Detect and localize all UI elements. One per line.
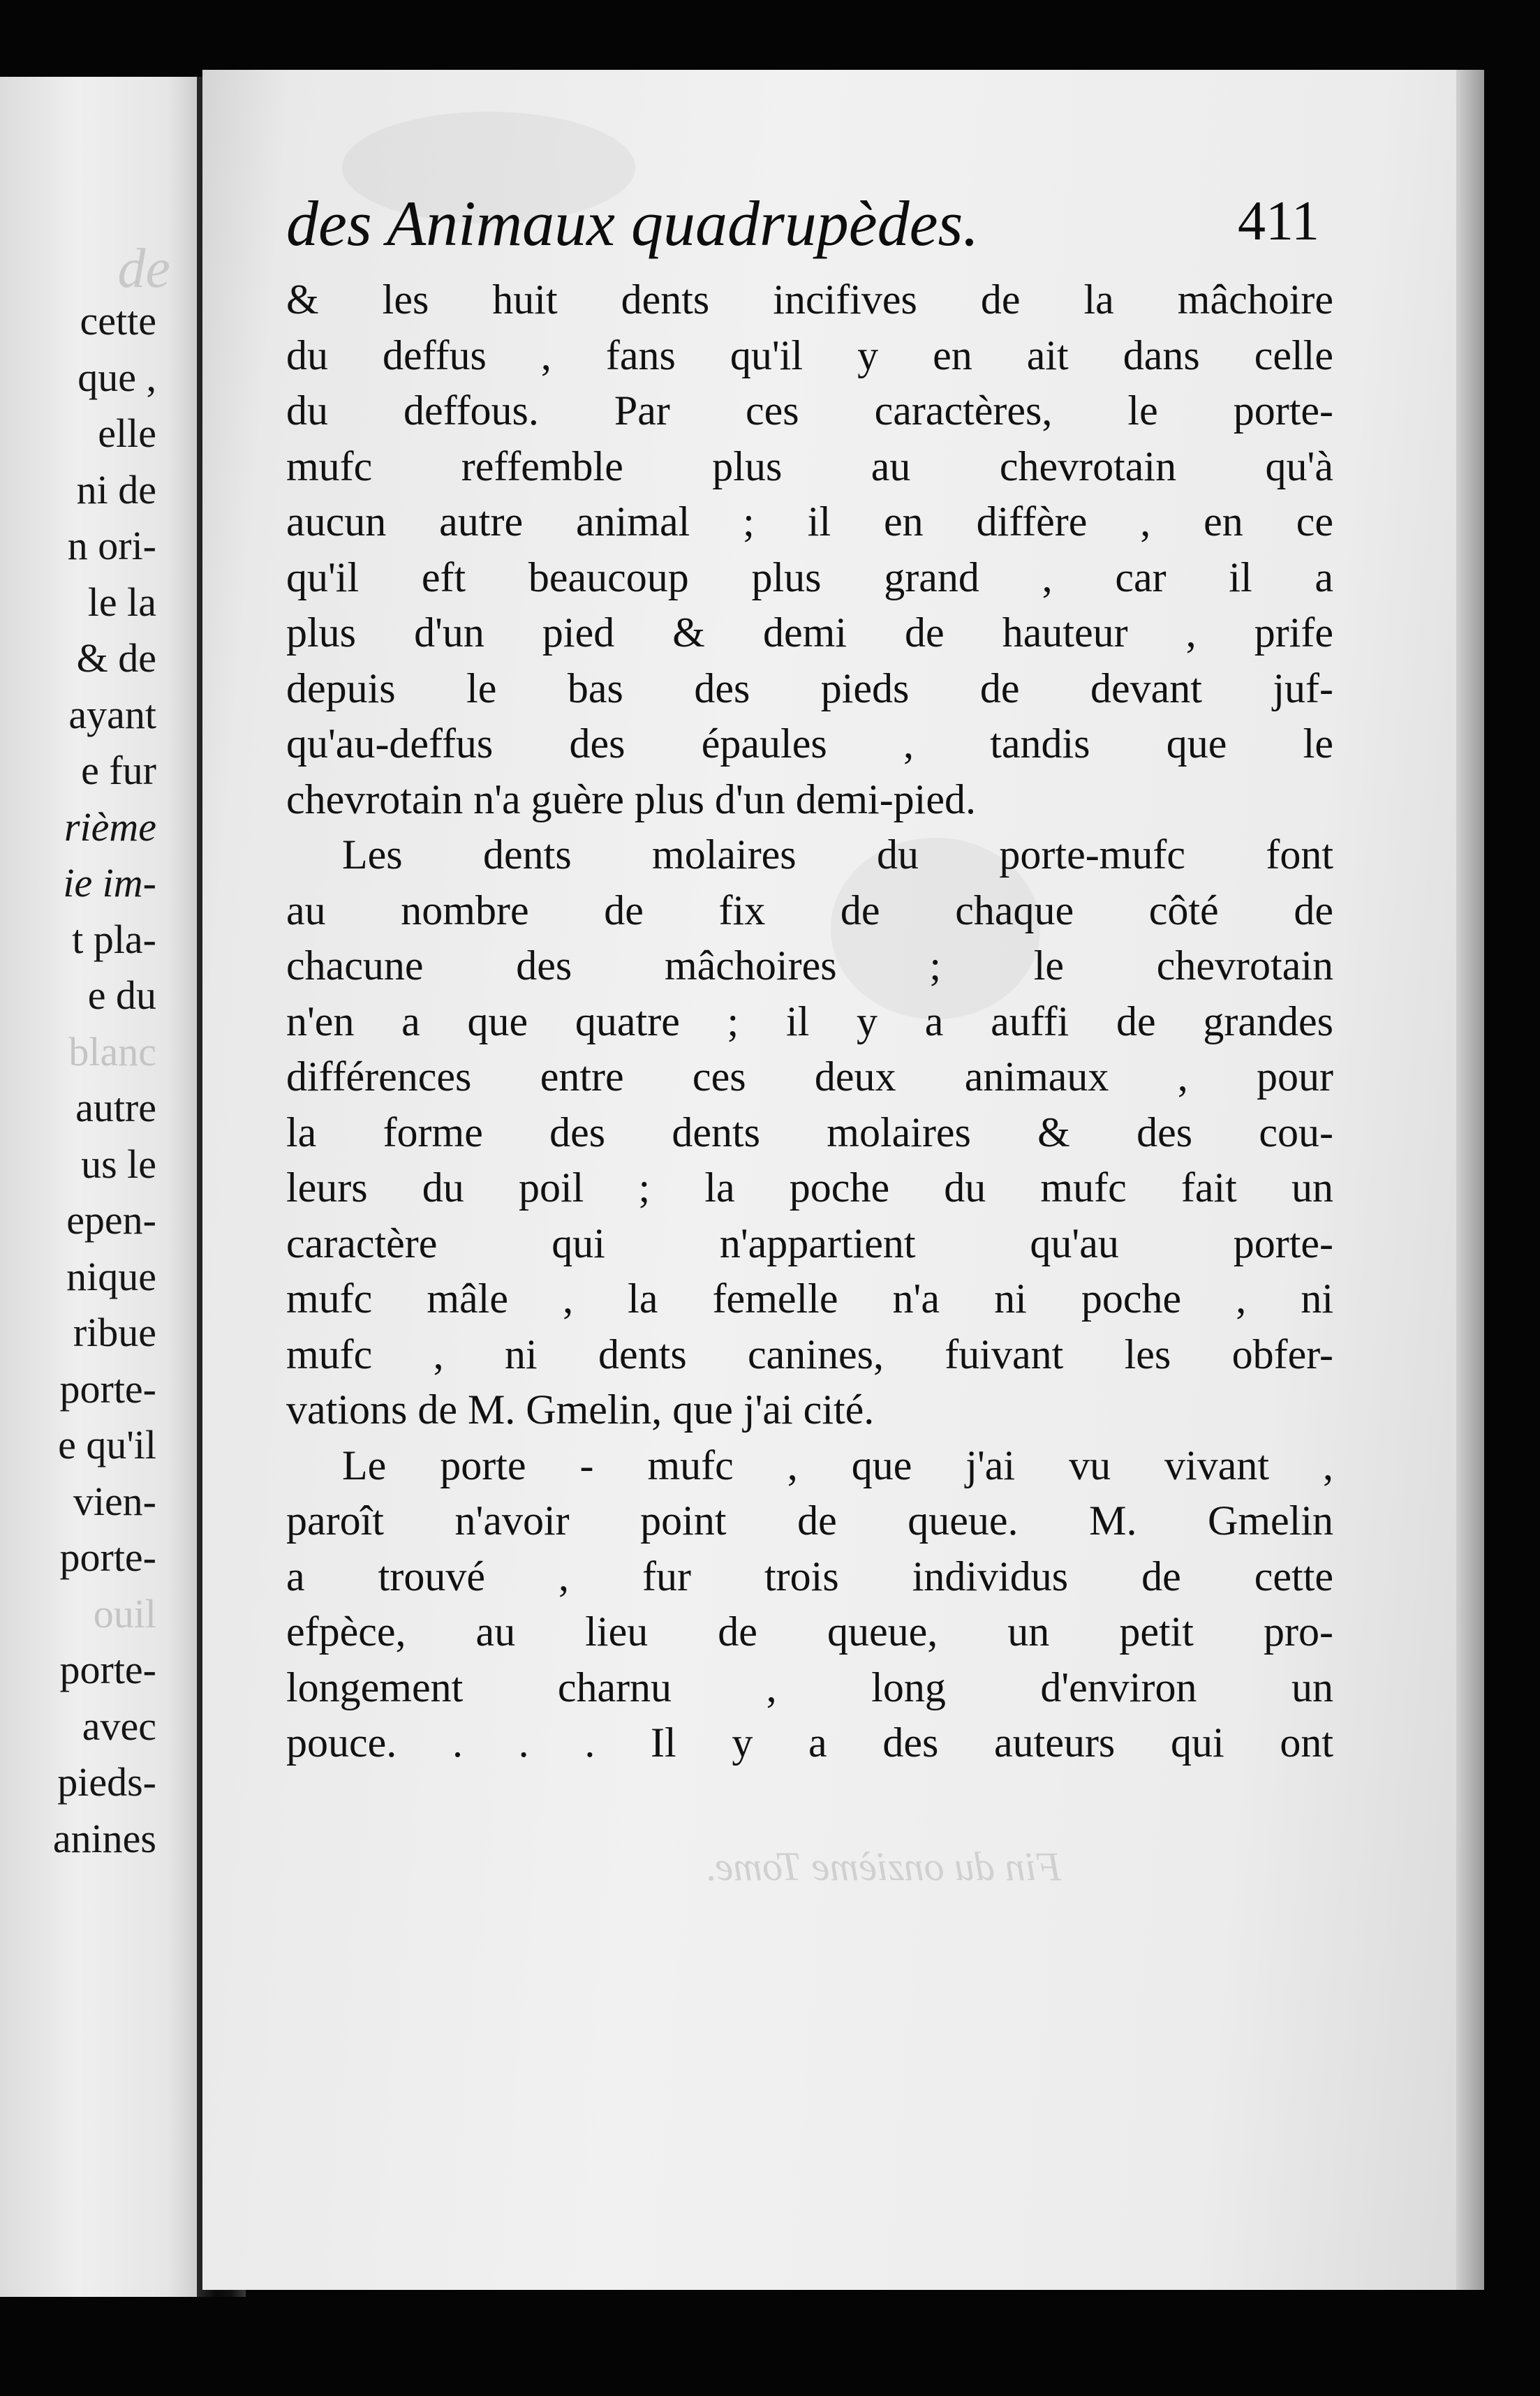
left-text-line: ni de <box>76 466 156 512</box>
left-text-line: ayant <box>68 691 156 737</box>
page-edge <box>1456 70 1484 2290</box>
left-text-line: porte- <box>59 1647 156 1692</box>
left-text-line: porte- <box>59 1535 156 1580</box>
text-line: mufc , ni dents canines, fuivant les obfer- <box>286 1331 1333 1377</box>
left-text-line: e du <box>87 973 156 1018</box>
left-text-line: le la <box>87 579 156 625</box>
left-text-line: rième <box>64 804 156 850</box>
running-head-title: des Animaux quadrupèdes. <box>286 188 979 259</box>
right-page <box>202 70 1484 2290</box>
text-line: mufc mâle , la femelle n'a ni poche , ni <box>286 1275 1333 1322</box>
left-text-line: blanc <box>68 1028 156 1074</box>
text-line: caractère qui n'appartient qu'au porte- <box>286 1220 1333 1266</box>
left-text-line: e qu'il <box>58 1422 156 1467</box>
left-text-line: avec <box>82 1703 156 1749</box>
text-line: du deffous. Par ces caractères, le porte- <box>286 387 1333 434</box>
body-text <box>286 272 1333 1771</box>
bleed-through-text: Fin du onzième Tome. <box>705 1844 1062 1889</box>
page-number: 411 <box>1237 191 1319 252</box>
left-text-line: ribue <box>73 1310 156 1355</box>
text-line: plus d'un pied & demi de hauteur , prife <box>286 609 1333 656</box>
text-line: pouce. . . . Il y a des auteurs qui ont <box>286 1720 1333 1766</box>
text-line: longement charnu , long d'environ un <box>286 1664 1333 1710</box>
left-text-line: autre <box>75 1085 156 1130</box>
left-text-line: pieds- <box>57 1759 156 1805</box>
running-head <box>286 185 1319 262</box>
left-text-line: n ori- <box>67 523 156 568</box>
left-text-line: cette <box>80 298 156 343</box>
left-page-text <box>53 293 156 1867</box>
left-text-line: que , <box>77 354 156 400</box>
text-line: chevrotain n'a guère plus d'un demi-pied. <box>286 776 976 822</box>
left-text-line: & de <box>76 635 156 681</box>
left-text-line: anines <box>52 1815 156 1861</box>
left-text-line: porte- <box>59 1366 156 1412</box>
left-text-line: e fur <box>81 748 156 793</box>
left-text-line: ouil <box>93 1590 156 1636</box>
left-text-line: elle <box>98 411 156 456</box>
left-text-line: nique <box>66 1253 156 1299</box>
text-line: n'en a que quatre ; il y a auffi de grandes <box>286 998 1333 1044</box>
text-line: a trouvé , fur trois individus de cette <box>286 1553 1333 1599</box>
left-text-line: us le <box>81 1141 156 1187</box>
left-text-line: vien- <box>73 1478 156 1524</box>
text-line: qu'au-deffus des épaules , tandis que le <box>286 720 1333 767</box>
text-line: Le porte - mufc , que j'ai vu vivant , <box>342 1442 1333 1488</box>
text-line: du deffus , fans qu'il y en ait dans celle <box>286 332 1333 378</box>
left-text-line: ie im- <box>63 860 156 905</box>
text-line: différences entre ces deux animaux , pour <box>286 1053 1333 1100</box>
left-running-head-fragment: de <box>117 238 170 300</box>
left-page <box>0 77 197 2297</box>
left-text-line: epen- <box>66 1197 156 1243</box>
text-line: depuis le bas des pieds de devant juf- <box>286 665 1333 711</box>
text-line: efpèce, au lieu de queue, un petit pro- <box>286 1609 1333 1655</box>
text-line: & les huit dents incifives de la mâchoire <box>286 276 1333 323</box>
text-line: la forme des dents molaires & des cou- <box>286 1109 1333 1155</box>
text-line: Les dents molaires du porte-mufc font <box>342 831 1333 878</box>
text-line: vations de M. Gmelin, que j'ai cité. <box>286 1386 875 1433</box>
text-line: paroît n'avoir point de queue. M. Gmelin <box>286 1498 1333 1544</box>
text-line: aucun autre animal ; il en diffère , en ce <box>286 498 1333 545</box>
text-line: mufc reffemble plus au chevrotain qu'à <box>286 443 1333 489</box>
text-line: leurs du poil ; la poche du mufc fait un <box>286 1164 1333 1211</box>
text-line: qu'il eft beaucoup plus grand , car il a <box>286 554 1333 600</box>
left-text-line: t pla- <box>72 916 156 962</box>
text-line: chacune des mâchoires ; le chevrotain <box>286 942 1333 989</box>
text-line: au nombre de fix de chaque côté de <box>286 887 1333 933</box>
